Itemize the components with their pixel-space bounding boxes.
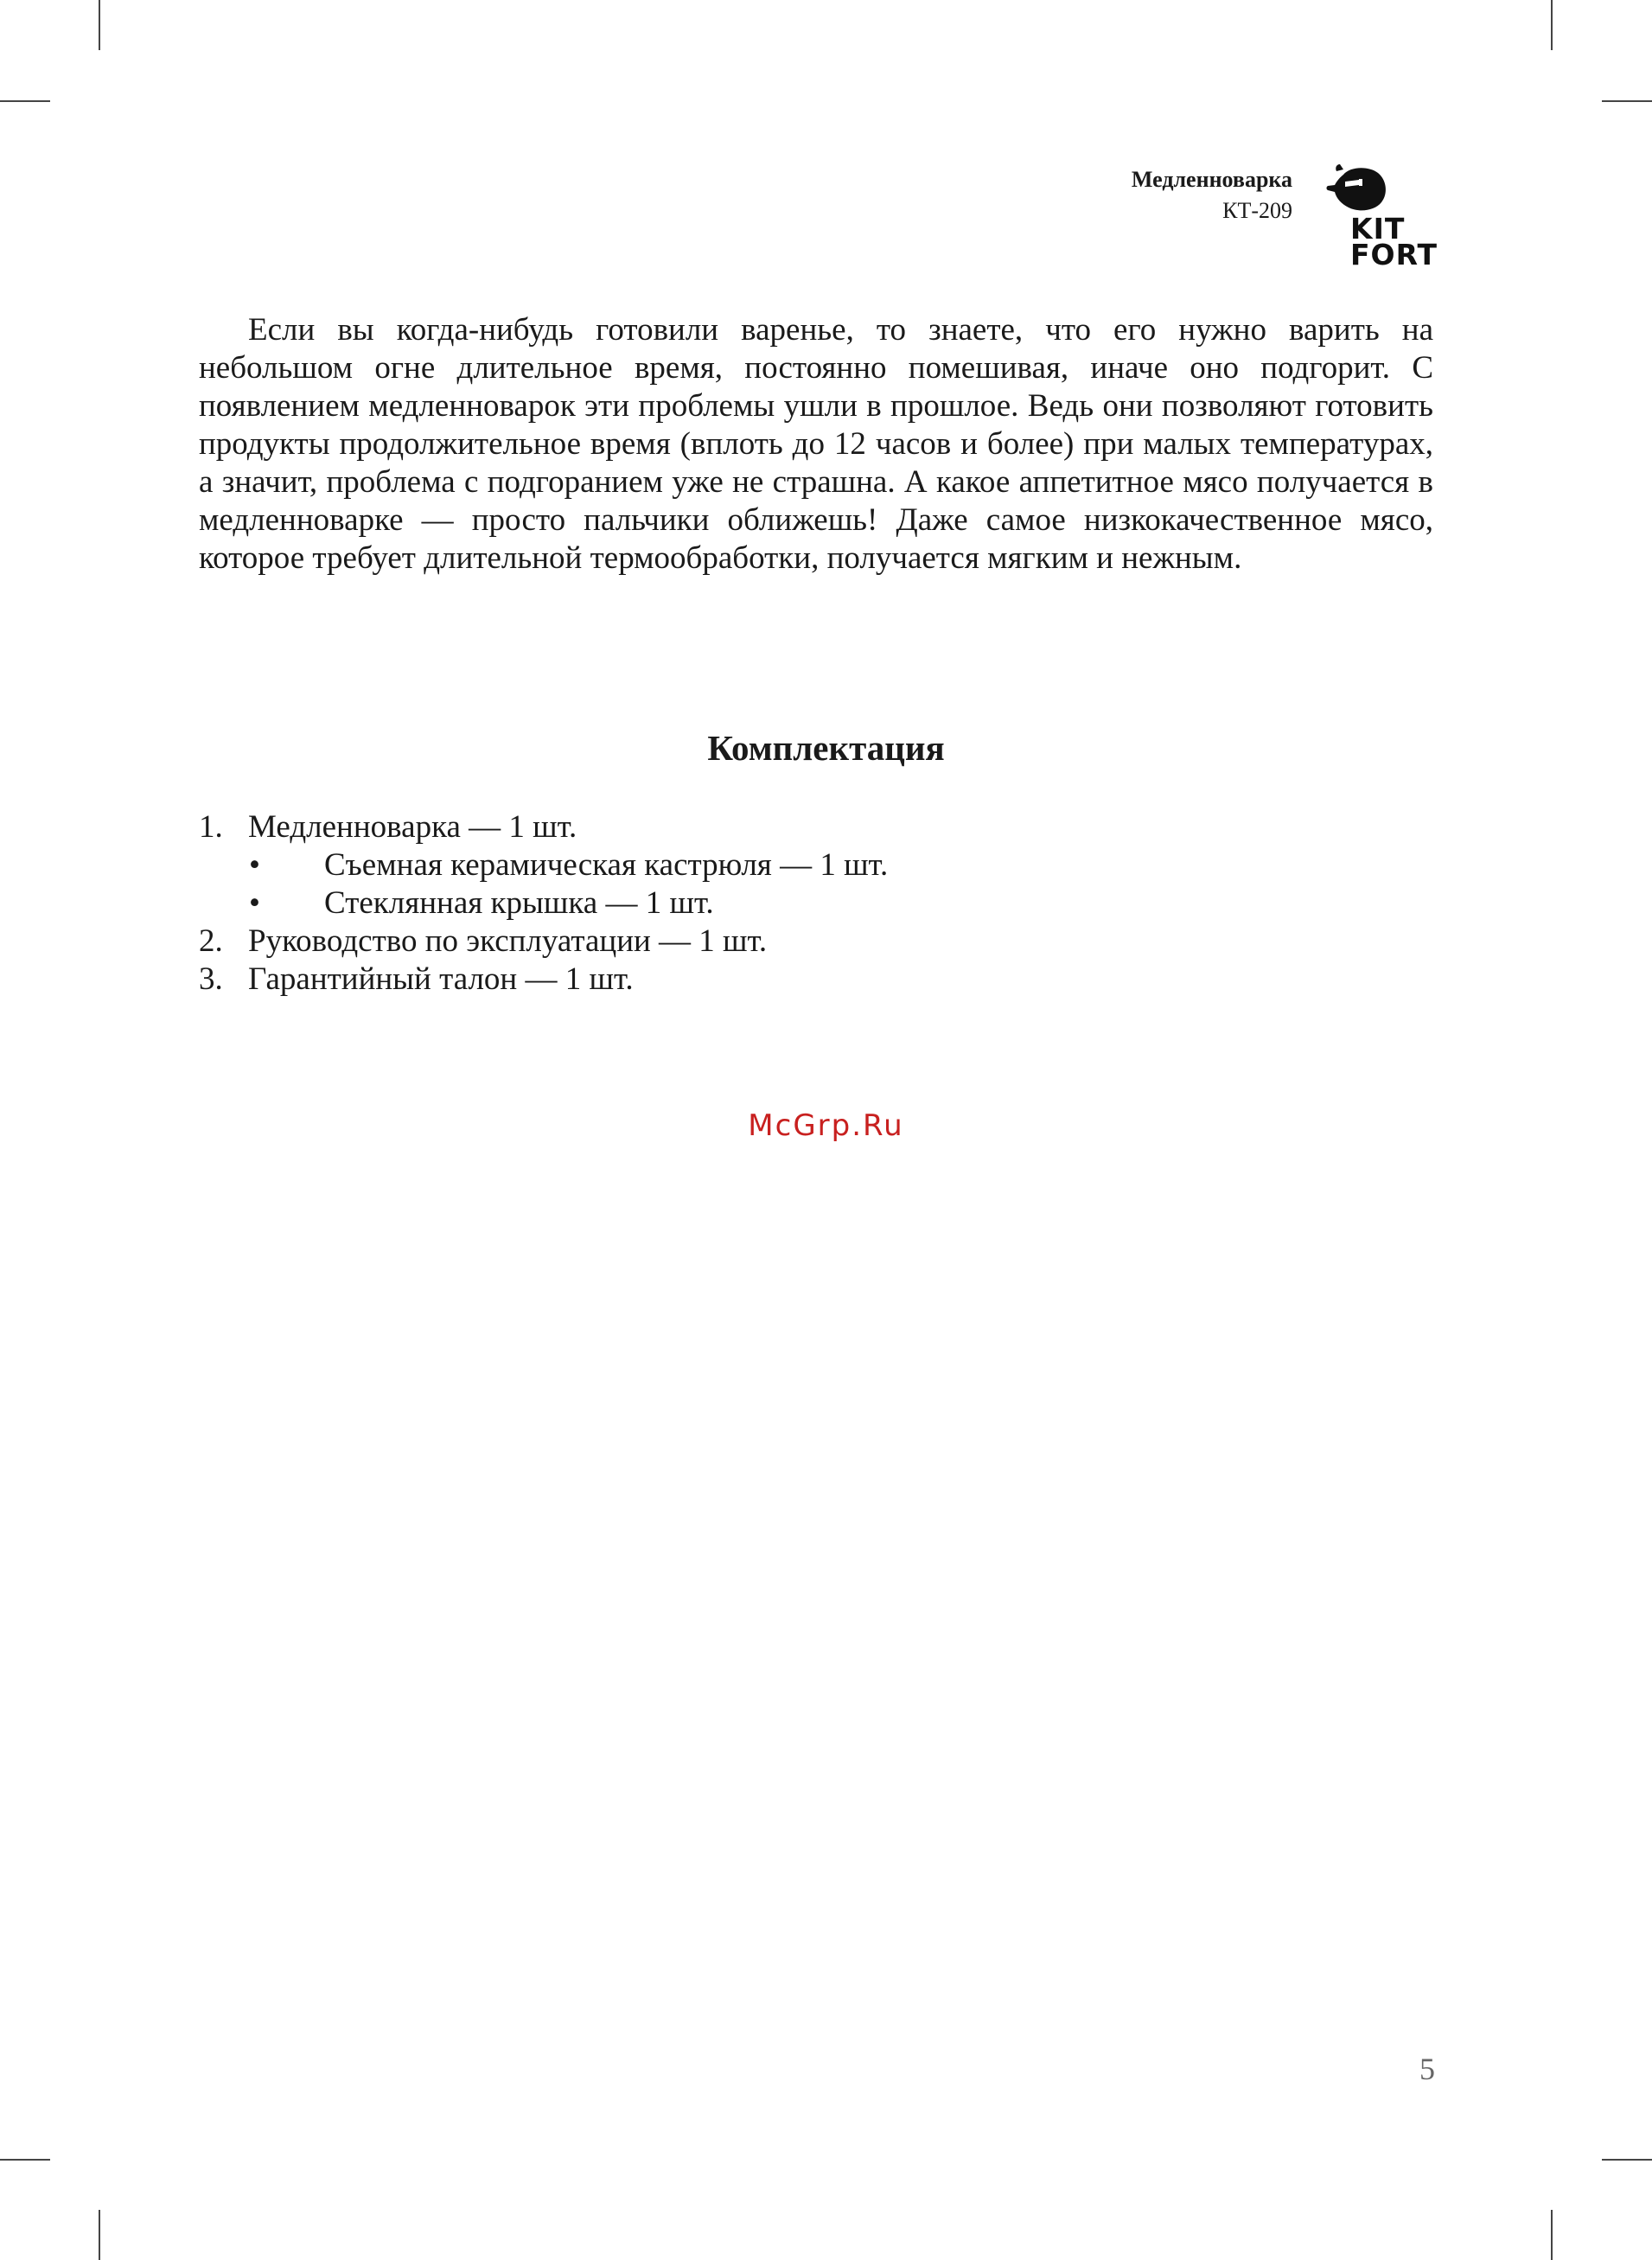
page-number: 5: [1419, 2052, 1435, 2086]
list-item-text: Руководство по эксплуатации — 1 шт.: [248, 923, 768, 959]
intro-paragraph: Если вы когда-нибудь готовили варенье, то знаете, что его нужно варить на небольшом огне длительное время, постоянно помешивая, иначе оно подгорит. С появлением медленноварок эти проблемы ушли в прошлое. Ведь они позволяют готовить продукты продолжительное время (вплоть до 12 часов и более) при малых температурах, а значит, проблема с подгоранием уже не страшна. А какое аппетитное мясо получается в медленноварке — просто пальчики оближешь! Даже самое низкокачественное мясо, которое требует длительной термообработки, получается мягким и нежным.: [199, 312, 1433, 576]
section-title: Комплектация: [707, 728, 945, 768]
list-item-text: Стеклянная крышка — 1 шт.: [324, 885, 714, 921]
list-marker: •: [249, 847, 260, 883]
list-item: [199, 961, 1323, 999]
list-item-text: Медленноварка — 1 шт.: [248, 809, 577, 845]
crop-mark: [0, 100, 50, 102]
crop-mark: [1551, 2210, 1553, 2260]
crop-mark: [0, 2159, 50, 2161]
list-item-text: Съемная керамическая кастрюля — 1 шт.: [324, 847, 889, 883]
crop-mark: [1551, 0, 1553, 50]
watermark-link[interactable]: McGrp.Ru: [748, 1108, 904, 1143]
crop-mark: [99, 0, 100, 50]
list-item: [199, 808, 1323, 846]
header-model: КТ-209: [1222, 198, 1292, 223]
list-marker: 1.: [199, 809, 223, 845]
logo-word-bottom: FORT: [1350, 238, 1438, 271]
logo-word-top: KIT: [1350, 212, 1406, 246]
header-title: Медленноварка: [1131, 167, 1292, 192]
list-marker: •: [249, 885, 260, 921]
list-item: [199, 846, 1323, 884]
list-marker: 2.: [199, 923, 223, 959]
whale-icon: [1324, 163, 1390, 214]
crop-mark: [99, 2210, 100, 2260]
contents-list: [199, 808, 1323, 999]
crop-mark: [1602, 100, 1652, 102]
crop-mark: [1602, 2159, 1652, 2161]
list-marker: 3.: [199, 961, 223, 997]
running-header: [864, 164, 1292, 227]
list-item: [199, 923, 1323, 961]
list-item: [199, 884, 1323, 923]
kitfort-logo: [1321, 163, 1438, 275]
list-item-text: Гарантийный талон — 1 шт.: [248, 961, 634, 997]
